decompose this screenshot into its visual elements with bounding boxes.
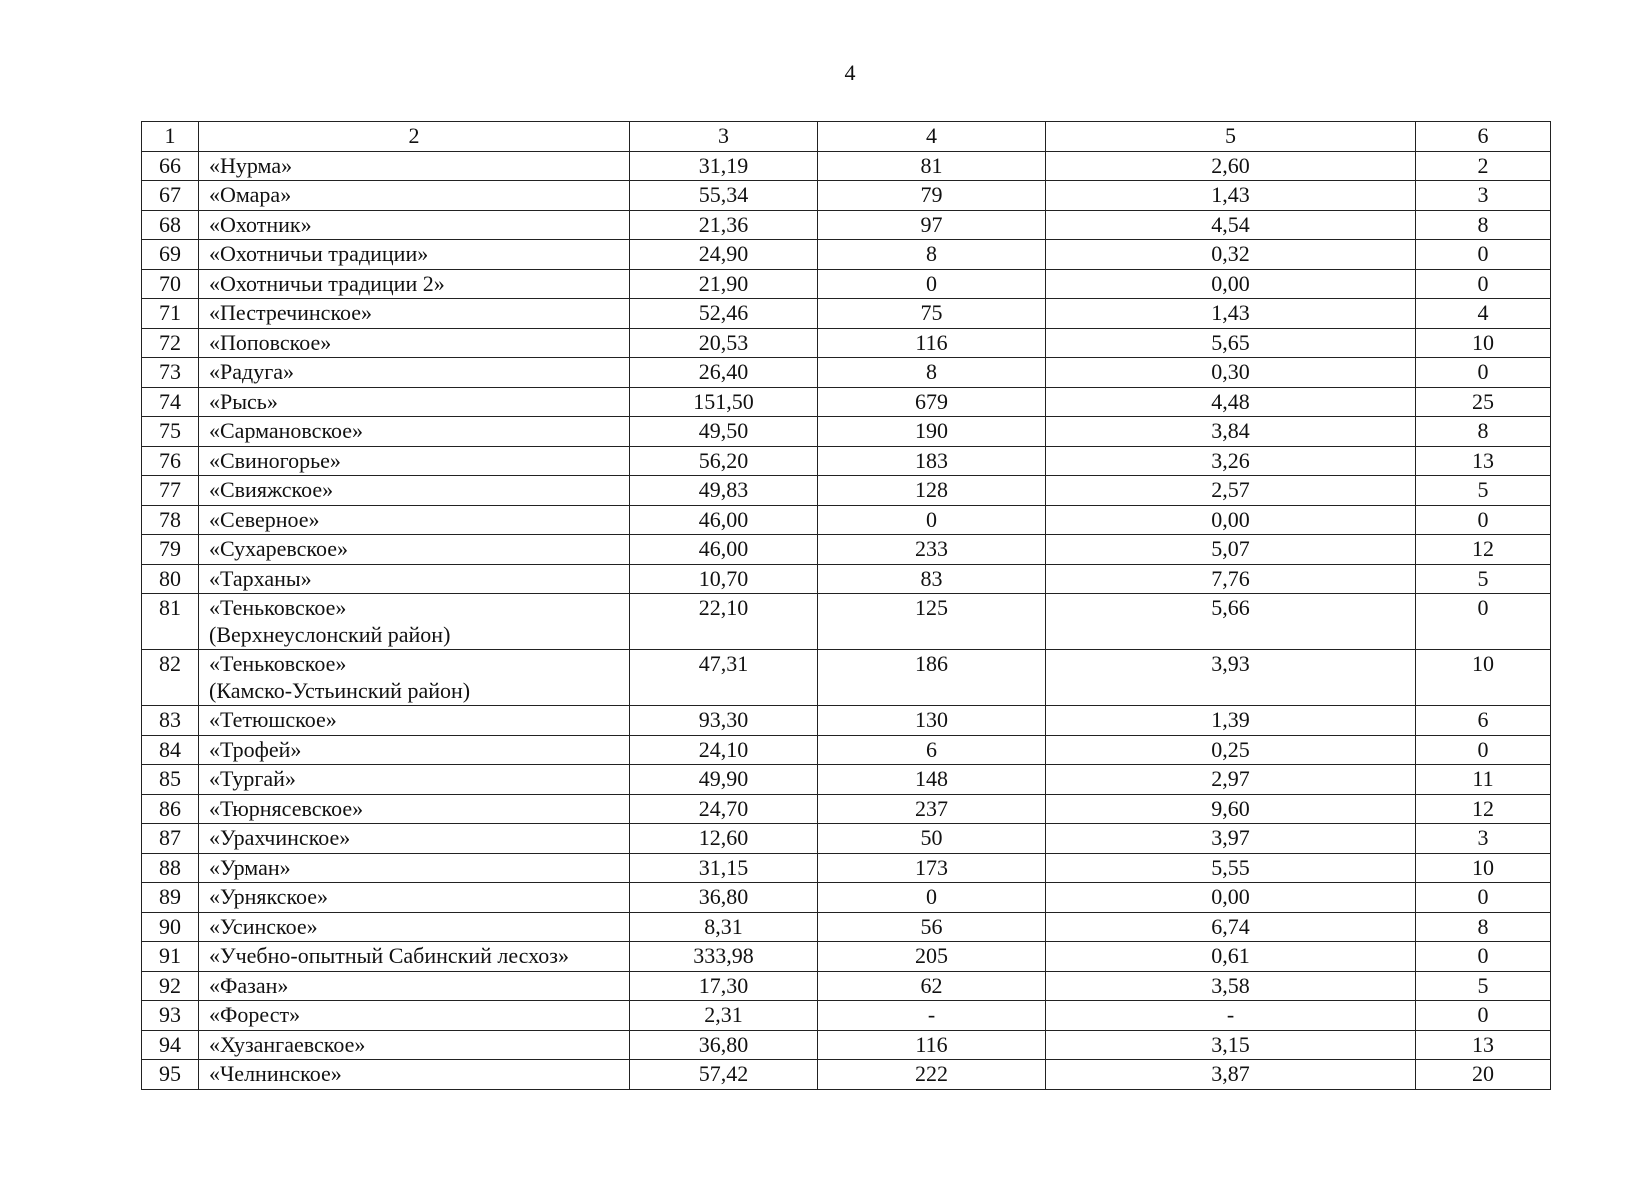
table-row bbox=[142, 735, 1551, 765]
value-cell-3: 31,19 bbox=[630, 151, 818, 181]
name-cell bbox=[199, 1030, 630, 1060]
value-cell-3: 31,15 bbox=[630, 853, 818, 883]
name-line: «Трофей» bbox=[209, 736, 302, 762]
table-row bbox=[142, 446, 1551, 476]
row-number-cell: 81 bbox=[142, 594, 199, 650]
value-cell-5: 5,66 bbox=[1046, 594, 1416, 650]
table-row bbox=[142, 765, 1551, 795]
value-cell-3: 52,46 bbox=[630, 299, 818, 329]
page-number: 4 bbox=[844, 60, 856, 85]
value-cell-3: 49,83 bbox=[630, 476, 818, 506]
value-cell-4: 6 bbox=[818, 735, 1046, 765]
row-number-cell: 82 bbox=[142, 650, 199, 706]
table-row bbox=[142, 240, 1551, 270]
value-cell-6: 11 bbox=[1416, 765, 1551, 795]
value-cell-4: 233 bbox=[818, 535, 1046, 565]
value-cell-6: 20 bbox=[1416, 1060, 1551, 1090]
row-number-cell: 90 bbox=[142, 912, 199, 942]
name-line: «Урман» bbox=[209, 854, 291, 880]
value-cell-6: 10 bbox=[1416, 328, 1551, 358]
value-cell-3: 21,90 bbox=[630, 269, 818, 299]
table-row bbox=[142, 912, 1551, 942]
value-cell-6: 0 bbox=[1416, 1001, 1551, 1031]
table-row bbox=[142, 181, 1551, 211]
name-cell bbox=[199, 1001, 630, 1031]
value-cell-4: 130 bbox=[818, 706, 1046, 736]
name-cell bbox=[199, 942, 630, 972]
name-cell bbox=[199, 853, 630, 883]
value-cell-6: 5 bbox=[1416, 564, 1551, 594]
name-line: «Рысь» bbox=[209, 388, 278, 414]
value-cell-4: 0 bbox=[818, 883, 1046, 913]
value-cell-5: 3,87 bbox=[1046, 1060, 1416, 1090]
value-cell-3: 36,80 bbox=[630, 883, 818, 913]
name-cell bbox=[199, 971, 630, 1001]
table-row bbox=[142, 971, 1551, 1001]
value-cell-5: 3,84 bbox=[1046, 417, 1416, 447]
value-cell-3: 8,31 bbox=[630, 912, 818, 942]
name-line: «Охотничьи традиции» bbox=[209, 241, 429, 266]
row-number-cell: 76 bbox=[142, 446, 199, 476]
value-cell-5: - bbox=[1046, 1001, 1416, 1031]
row-number-cell: 88 bbox=[142, 853, 199, 883]
row-number-cell: 85 bbox=[142, 765, 199, 795]
row-number-cell: 66 bbox=[142, 151, 199, 181]
value-cell-6: 13 bbox=[1416, 446, 1551, 476]
value-cell-3: 20,53 bbox=[630, 328, 818, 358]
value-cell-4: - bbox=[818, 1001, 1046, 1031]
value-cell-4: 173 bbox=[818, 853, 1046, 883]
table-row bbox=[142, 299, 1551, 329]
value-cell-4: 190 bbox=[818, 417, 1046, 447]
name-line: «Свиногорье» bbox=[209, 447, 341, 473]
value-cell-5: 6,74 bbox=[1046, 912, 1416, 942]
value-cell-6: 2 bbox=[1416, 151, 1551, 181]
value-cell-4: 186 bbox=[818, 650, 1046, 706]
value-cell-6: 13 bbox=[1416, 1030, 1551, 1060]
value-cell-4: 81 bbox=[818, 151, 1046, 181]
name-line: «Поповское» bbox=[209, 329, 332, 355]
value-cell-4: 83 bbox=[818, 564, 1046, 594]
row-number-cell: 77 bbox=[142, 476, 199, 506]
value-cell-5: 3,15 bbox=[1046, 1030, 1416, 1060]
table-body bbox=[142, 151, 1551, 1089]
value-cell-3: 333,98 bbox=[630, 942, 818, 972]
value-cell-6: 5 bbox=[1416, 971, 1551, 1001]
value-cell-4: 50 bbox=[818, 824, 1046, 854]
value-cell-5: 0,61 bbox=[1046, 942, 1416, 972]
name-line: «Урнякское» bbox=[209, 884, 329, 909]
value-cell-6: 0 bbox=[1416, 735, 1551, 765]
name-cell bbox=[199, 735, 630, 765]
name-line: «Учебно-опытный Сабинский лесхоз» bbox=[209, 943, 569, 968]
name-line: «Пестречинское» bbox=[209, 300, 373, 325]
row-number-cell: 86 bbox=[142, 794, 199, 824]
table-row bbox=[142, 476, 1551, 506]
value-cell-4: 0 bbox=[818, 269, 1046, 299]
value-cell-5: 4,54 bbox=[1046, 210, 1416, 240]
value-cell-4: 8 bbox=[818, 240, 1046, 270]
name-cell bbox=[199, 446, 630, 476]
value-cell-4: 237 bbox=[818, 794, 1046, 824]
name-cell bbox=[199, 912, 630, 942]
row-number-cell: 91 bbox=[142, 942, 199, 972]
value-cell-6: 0 bbox=[1416, 942, 1551, 972]
value-cell-5: 5,07 bbox=[1046, 535, 1416, 565]
name-line: «Форест» bbox=[209, 1002, 301, 1027]
row-number-cell: 67 bbox=[142, 181, 199, 211]
value-cell-3: 47,31 bbox=[630, 650, 818, 706]
value-cell-3: 55,34 bbox=[630, 181, 818, 211]
value-cell-4: 222 bbox=[818, 1060, 1046, 1090]
row-number-cell: 95 bbox=[142, 1060, 199, 1090]
row-number-cell: 93 bbox=[142, 1001, 199, 1031]
value-cell-5: 3,26 bbox=[1046, 446, 1416, 476]
value-cell-3: 36,80 bbox=[630, 1030, 818, 1060]
row-number-cell: 84 bbox=[142, 735, 199, 765]
row-number-cell: 94 bbox=[142, 1030, 199, 1060]
value-cell-3: 24,70 bbox=[630, 794, 818, 824]
row-number-cell: 89 bbox=[142, 883, 199, 913]
name-cell bbox=[199, 358, 630, 388]
value-cell-6: 3 bbox=[1416, 824, 1551, 854]
name-line: «Радуга» bbox=[209, 359, 294, 384]
name-cell bbox=[199, 240, 630, 270]
name-cell bbox=[199, 650, 630, 706]
value-cell-5: 0,00 bbox=[1046, 269, 1416, 299]
table-row bbox=[142, 706, 1551, 736]
table-row bbox=[142, 328, 1551, 358]
row-number-cell: 79 bbox=[142, 535, 199, 565]
name-line: «Тюрнясевское» bbox=[209, 795, 364, 821]
name-cell bbox=[199, 706, 630, 736]
value-cell-5: 1,43 bbox=[1046, 181, 1416, 211]
header-row bbox=[142, 122, 1551, 152]
name-cell bbox=[199, 765, 630, 795]
value-cell-6: 10 bbox=[1416, 650, 1551, 706]
column-header: 3 bbox=[630, 122, 818, 152]
table-row bbox=[142, 650, 1551, 706]
table-row bbox=[142, 358, 1551, 388]
row-number-cell: 73 bbox=[142, 358, 199, 388]
value-cell-3: 2,31 bbox=[630, 1001, 818, 1031]
value-cell-5: 1,43 bbox=[1046, 299, 1416, 329]
column-header: 1 bbox=[142, 122, 199, 152]
name-cell bbox=[199, 181, 630, 211]
name-line: «Сармановское» bbox=[209, 418, 364, 443]
value-cell-3: 10,70 bbox=[630, 564, 818, 594]
name-line: (Верхнеуслонский район) bbox=[209, 622, 451, 647]
name-cell bbox=[199, 151, 630, 181]
value-cell-6: 12 bbox=[1416, 794, 1551, 824]
column-header: 5 bbox=[1046, 122, 1416, 152]
value-cell-5: 2,57 bbox=[1046, 476, 1416, 506]
row-number-cell: 68 bbox=[142, 210, 199, 240]
name-cell bbox=[199, 210, 630, 240]
name-cell bbox=[199, 269, 630, 299]
value-cell-4: 116 bbox=[818, 328, 1046, 358]
value-cell-3: 17,30 bbox=[630, 971, 818, 1001]
row-number-cell: 75 bbox=[142, 417, 199, 447]
name-line: «Нурма» bbox=[209, 152, 293, 178]
value-cell-6: 6 bbox=[1416, 706, 1551, 736]
name-line: «Сухаревское» bbox=[209, 536, 348, 561]
value-cell-4: 56 bbox=[818, 912, 1046, 942]
name-line: «Хузангаевское» bbox=[209, 1031, 366, 1057]
name-line: «Усинское» bbox=[209, 913, 318, 939]
value-cell-5: 0,00 bbox=[1046, 505, 1416, 535]
value-cell-6: 8 bbox=[1416, 417, 1551, 447]
value-cell-6: 5 bbox=[1416, 476, 1551, 506]
value-cell-3: 26,40 bbox=[630, 358, 818, 388]
column-header: 4 bbox=[818, 122, 1046, 152]
name-cell bbox=[199, 564, 630, 594]
value-cell-5: 3,58 bbox=[1046, 971, 1416, 1001]
value-cell-6: 0 bbox=[1416, 594, 1551, 650]
value-cell-4: 125 bbox=[818, 594, 1046, 650]
table-row bbox=[142, 883, 1551, 913]
value-cell-4: 679 bbox=[818, 387, 1046, 417]
value-cell-5: 0,25 bbox=[1046, 735, 1416, 765]
name-cell bbox=[199, 594, 630, 650]
value-cell-4: 75 bbox=[818, 299, 1046, 329]
name-cell bbox=[199, 794, 630, 824]
value-cell-5: 5,65 bbox=[1046, 328, 1416, 358]
value-cell-6: 25 bbox=[1416, 387, 1551, 417]
value-cell-5: 2,97 bbox=[1046, 765, 1416, 795]
value-cell-3: 93,30 bbox=[630, 706, 818, 736]
value-cell-6: 8 bbox=[1416, 210, 1551, 240]
column-header: 2 bbox=[199, 122, 630, 152]
name-cell bbox=[199, 824, 630, 854]
value-cell-6: 4 bbox=[1416, 299, 1551, 329]
value-cell-6: 8 bbox=[1416, 912, 1551, 942]
name-cell bbox=[199, 328, 630, 358]
table-row bbox=[142, 794, 1551, 824]
name-cell bbox=[199, 299, 630, 329]
name-line: (Камско-Устьинский район) bbox=[209, 678, 471, 703]
table-row bbox=[142, 269, 1551, 299]
value-cell-6: 12 bbox=[1416, 535, 1551, 565]
value-cell-6: 0 bbox=[1416, 269, 1551, 299]
name-line: «Тургай» bbox=[209, 766, 296, 791]
data-table bbox=[141, 121, 1551, 1090]
value-cell-5: 7,76 bbox=[1046, 564, 1416, 594]
name-line: «Охотничьи традиции 2» bbox=[209, 270, 445, 296]
value-cell-6: 0 bbox=[1416, 240, 1551, 270]
name-line: «Охотник» bbox=[209, 211, 312, 237]
name-line: «Тарханы» bbox=[209, 565, 312, 591]
table-row bbox=[142, 387, 1551, 417]
value-cell-3: 56,20 bbox=[630, 446, 818, 476]
value-cell-3: 46,00 bbox=[630, 535, 818, 565]
value-cell-3: 24,90 bbox=[630, 240, 818, 270]
value-cell-3: 57,42 bbox=[630, 1060, 818, 1090]
table-header bbox=[142, 122, 1551, 152]
name-line: «Челнинское» bbox=[209, 1061, 342, 1086]
name-line: «Теньковское» bbox=[209, 651, 347, 676]
row-number-cell: 92 bbox=[142, 971, 199, 1001]
row-number-cell: 74 bbox=[142, 387, 199, 417]
value-cell-4: 205 bbox=[818, 942, 1046, 972]
table-row bbox=[142, 535, 1551, 565]
value-cell-5: 3,97 bbox=[1046, 824, 1416, 854]
row-number-cell: 70 bbox=[142, 269, 199, 299]
value-cell-3: 12,60 bbox=[630, 824, 818, 854]
table-row bbox=[142, 594, 1551, 650]
value-cell-6: 10 bbox=[1416, 853, 1551, 883]
value-cell-4: 128 bbox=[818, 476, 1046, 506]
row-number-cell: 69 bbox=[142, 240, 199, 270]
table-row bbox=[142, 824, 1551, 854]
name-cell bbox=[199, 1060, 630, 1090]
value-cell-4: 148 bbox=[818, 765, 1046, 795]
name-cell bbox=[199, 476, 630, 506]
value-cell-5: 0,32 bbox=[1046, 240, 1416, 270]
name-line: «Северное» bbox=[209, 506, 320, 532]
value-cell-4: 79 bbox=[818, 181, 1046, 211]
table-row bbox=[142, 853, 1551, 883]
value-cell-6: 0 bbox=[1416, 883, 1551, 913]
value-cell-4: 97 bbox=[818, 210, 1046, 240]
value-cell-6: 3 bbox=[1416, 181, 1551, 211]
name-cell bbox=[199, 417, 630, 447]
value-cell-5: 1,39 bbox=[1046, 706, 1416, 736]
value-cell-5: 3,93 bbox=[1046, 650, 1416, 706]
name-line: «Урахчинское» bbox=[209, 825, 351, 850]
value-cell-3: 46,00 bbox=[630, 505, 818, 535]
table-row bbox=[142, 1030, 1551, 1060]
value-cell-3: 151,50 bbox=[630, 387, 818, 417]
value-cell-3: 49,50 bbox=[630, 417, 818, 447]
name-line: «Фазан» bbox=[209, 972, 289, 998]
name-cell bbox=[199, 883, 630, 913]
table-row bbox=[142, 417, 1551, 447]
value-cell-5: 0,30 bbox=[1046, 358, 1416, 388]
value-cell-5: 9,60 bbox=[1046, 794, 1416, 824]
value-cell-3: 24,10 bbox=[630, 735, 818, 765]
table-row bbox=[142, 210, 1551, 240]
value-cell-5: 4,48 bbox=[1046, 387, 1416, 417]
row-number-cell: 71 bbox=[142, 299, 199, 329]
name-line: «Омара» bbox=[209, 182, 292, 207]
name-line: «Теньковское» bbox=[209, 595, 347, 620]
value-cell-6: 0 bbox=[1416, 505, 1551, 535]
row-number-cell: 83 bbox=[142, 706, 199, 736]
value-cell-4: 0 bbox=[818, 505, 1046, 535]
value-cell-3: 22,10 bbox=[630, 594, 818, 650]
value-cell-5: 2,60 bbox=[1046, 151, 1416, 181]
value-cell-5: 0,00 bbox=[1046, 883, 1416, 913]
value-cell-4: 116 bbox=[818, 1030, 1046, 1060]
value-cell-3: 49,90 bbox=[630, 765, 818, 795]
table-row bbox=[142, 942, 1551, 972]
value-cell-4: 8 bbox=[818, 358, 1046, 388]
value-cell-4: 183 bbox=[818, 446, 1046, 476]
value-cell-6: 0 bbox=[1416, 358, 1551, 388]
table-row bbox=[142, 1001, 1551, 1031]
name-cell bbox=[199, 387, 630, 417]
table-row bbox=[142, 564, 1551, 594]
table-row bbox=[142, 1060, 1551, 1090]
row-number-cell: 87 bbox=[142, 824, 199, 854]
name-line: «Тетюшское» bbox=[209, 707, 337, 732]
value-cell-3: 21,36 bbox=[630, 210, 818, 240]
name-cell bbox=[199, 505, 630, 535]
name-line: «Свияжское» bbox=[209, 477, 334, 502]
column-header: 6 bbox=[1416, 122, 1551, 152]
value-cell-4: 62 bbox=[818, 971, 1046, 1001]
name-cell bbox=[199, 535, 630, 565]
value-cell-5: 5,55 bbox=[1046, 853, 1416, 883]
row-number-cell: 72 bbox=[142, 328, 199, 358]
table-row bbox=[142, 505, 1551, 535]
row-number-cell: 78 bbox=[142, 505, 199, 535]
row-number-cell: 80 bbox=[142, 564, 199, 594]
table-row bbox=[142, 151, 1551, 181]
